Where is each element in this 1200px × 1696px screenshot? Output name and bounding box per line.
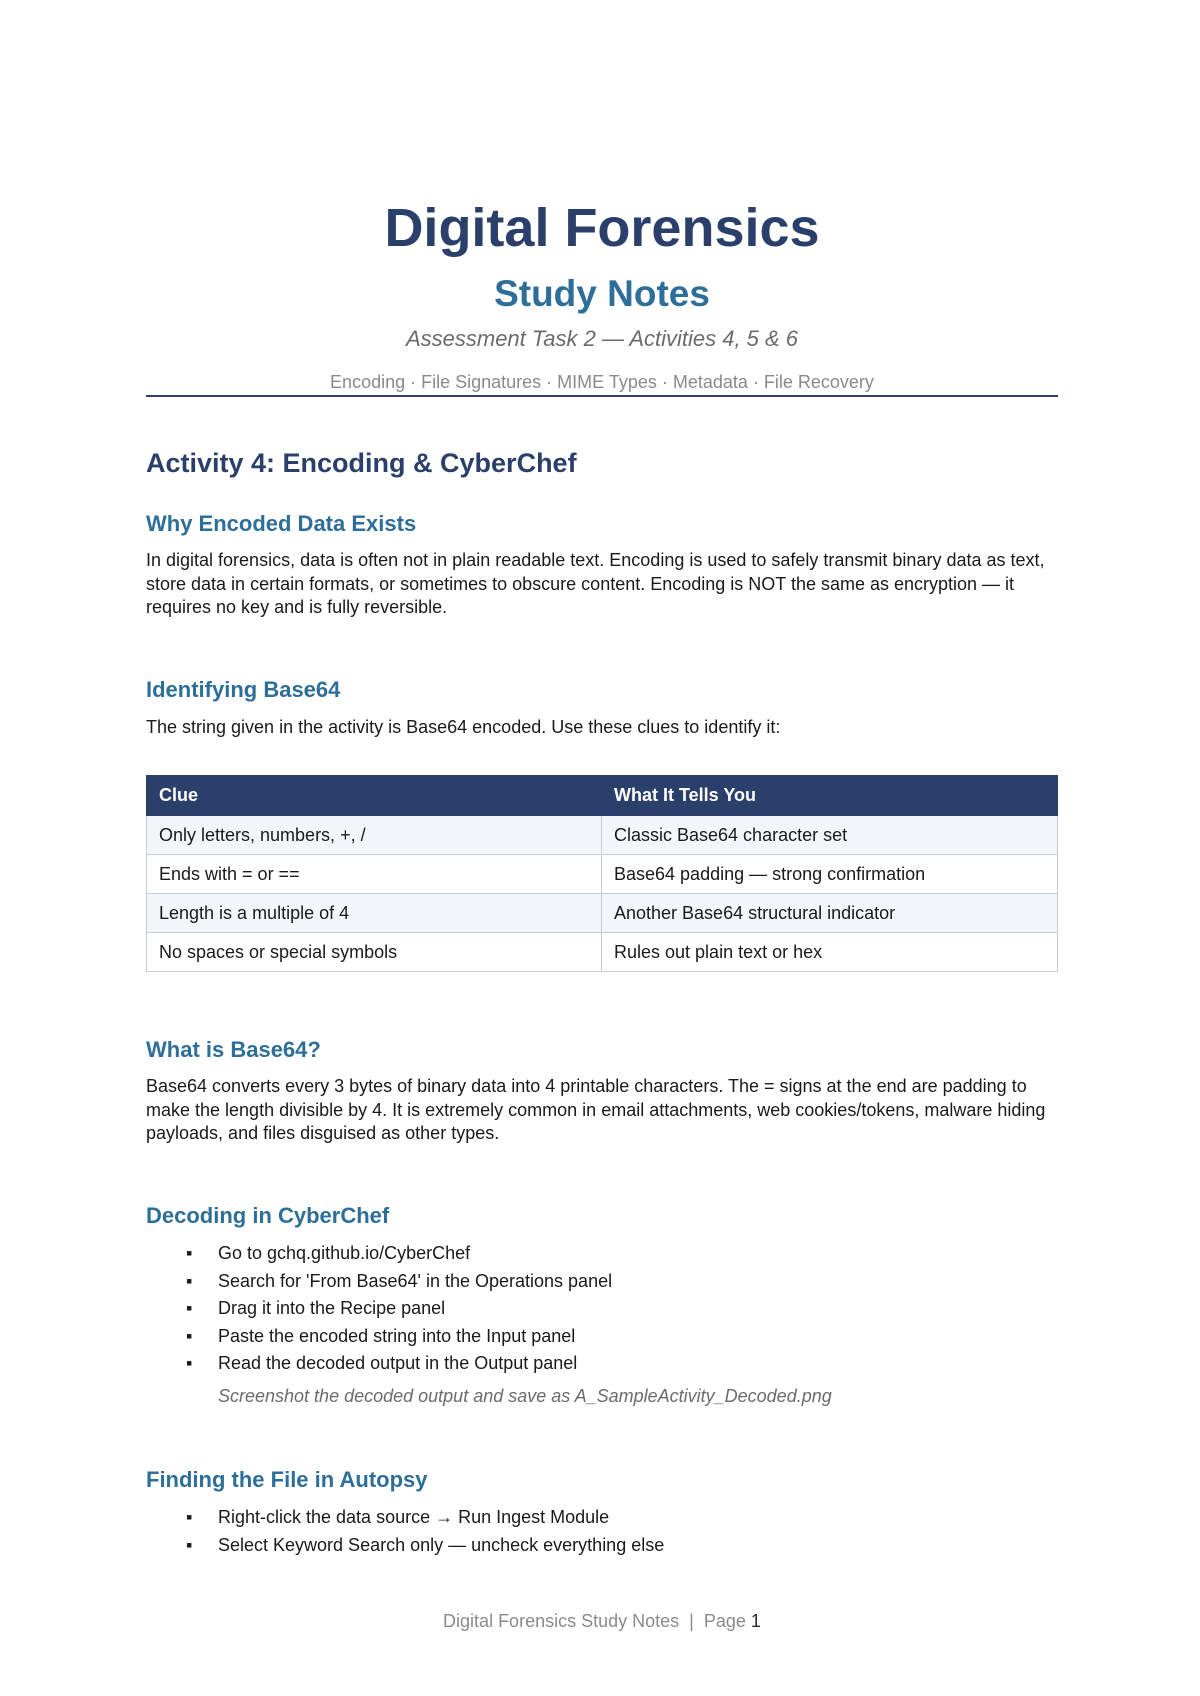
table-row [147, 816, 1058, 855]
autopsy-heading: Finding the File in Autopsy [146, 1467, 428, 1492]
what-is-base64-paragraph: Base64 converts every 3 bytes of binary data into 4 printable characters. The = signs at the end are padding to make the length divisible by 4. It is extremely common in email attachments, web cookies/tokens, malware hiding payloads, and files disguised as other types. [146, 1076, 1046, 1143]
decoding-cyberchef-heading: Decoding in CyberChef [146, 1203, 390, 1228]
footer-label: Digital Forensics Study Notes [443, 1611, 680, 1631]
bullet-icon: ▪ [186, 1507, 193, 1527]
table-cell: No spaces or special symbols [147, 933, 602, 972]
list-item: ▪ Search for 'From Base64' in the Operations panel [146, 1268, 612, 1296]
bullet-icon: ▪ [186, 1243, 193, 1263]
table-cell: Base64 padding — strong confirmation [602, 855, 1058, 894]
table-cell: Classic Base64 character set [602, 816, 1058, 855]
table-cell: Ends with = or == [147, 855, 602, 894]
column-header-clue: Clue [147, 776, 602, 816]
decoding-steps-list [146, 1240, 612, 1378]
bullet-icon: ▪ [186, 1534, 193, 1555]
why-encoded-paragraph: In digital forensics, data is often not in plain readable text. Encoding is used to safely transmit binary data as text, store data in certain formats, or sometimes to obscure content. Encoding is NOT the same as encryption — it requires no key and is fully reversible. [146, 550, 1045, 617]
table-cell: Another Base64 structural indicator [602, 894, 1058, 933]
table-row [147, 894, 1058, 933]
list-item: ▪ Paste the encoded string into the Input panel [146, 1323, 612, 1351]
column-header-meaning: What It Tells You [602, 776, 1058, 816]
bullet-icon: ▪ [186, 1353, 193, 1373]
identifying-base64-heading: Identifying Base64 [146, 677, 341, 702]
document-title: Digital Forensics [384, 198, 820, 258]
list-item: ▪ Drag it into the Recipe panel [146, 1295, 612, 1323]
table-row [147, 855, 1058, 894]
what-is-base64-heading: What is Base64? [146, 1037, 321, 1062]
topics-line: Encoding · File Signatures · MIME Types · Metadata · File Recovery [330, 372, 874, 392]
document-subtitle: Study Notes [494, 273, 710, 314]
table-cell: Rules out plain text or hex [602, 933, 1058, 972]
page-number: 1 [750, 1611, 761, 1631]
table-header-row [147, 776, 1058, 816]
list-item: ▪ Go to gchq.github.io/CyberChef [146, 1240, 612, 1268]
footer-page-label: Page [703, 1611, 746, 1631]
bullet-icon: ▪ [186, 1270, 193, 1291]
title-divider [146, 395, 1058, 397]
bullet-icon: ▪ [186, 1298, 193, 1318]
why-encoded-heading: Why Encoded Data Exists [146, 511, 417, 536]
table-cell: Length is a multiple of 4 [147, 894, 602, 933]
assessment-line: Assessment Task 2 — Activities 4, 5 & 6 [405, 326, 799, 351]
list-item: ▪ Right-click the data source → Run Ingest Module [146, 1504, 664, 1532]
screenshot-note: Screenshot the decoded output and save as A_SampleActivity_Decoded.png [218, 1386, 832, 1406]
identifying-base64-paragraph: The string given in the activity is Base64 encoded. Use these clues to identify it: [146, 717, 781, 737]
table-cell: Only letters, numbers, +, / [147, 816, 602, 855]
autopsy-steps-list [146, 1504, 664, 1559]
activity-4-heading: Activity 4: Encoding & CyberChef [146, 448, 577, 478]
list-item: ▪ Select Keyword Search only — uncheck everything else [146, 1532, 664, 1560]
list-item: ▪ Read the decoded output in the Output panel [146, 1350, 612, 1378]
table-row [147, 933, 1058, 972]
page-footer [146, 1610, 1058, 1632]
bullet-icon: ▪ [186, 1325, 193, 1346]
footer-separator: | [689, 1611, 694, 1631]
base64-clues-table [146, 775, 1058, 972]
